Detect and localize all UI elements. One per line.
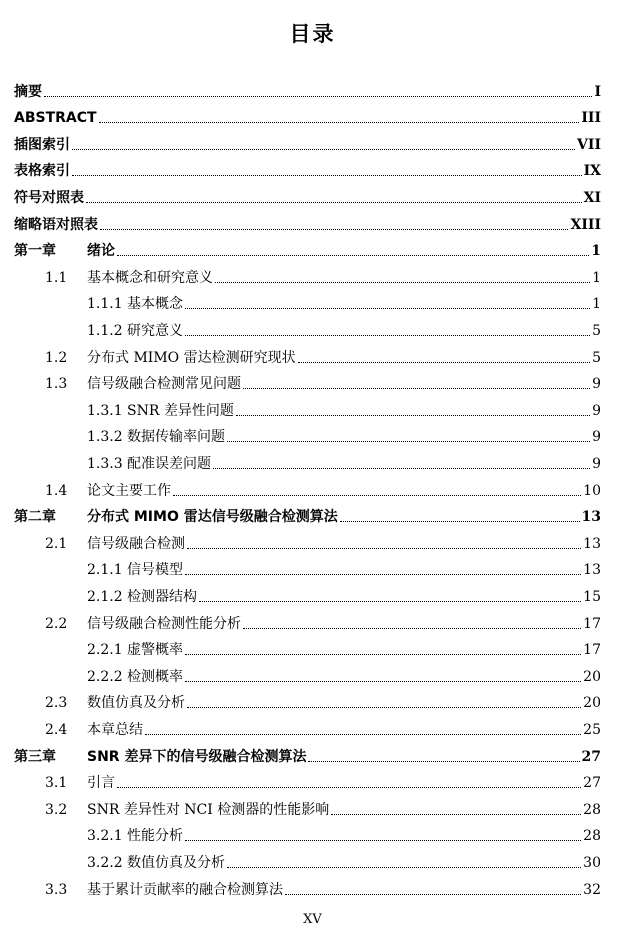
toc-entry-number: 1.3.1 [87, 402, 123, 419]
toc-entry-title: 绪论 [87, 243, 115, 260]
toc-entry-title: 虚警概率 [127, 642, 183, 659]
toc-entry-page: 27 [581, 748, 601, 765]
toc-entry[interactable] [0, 180, 625, 207]
toc-entry[interactable] [0, 633, 625, 660]
toc-entry-page: 5 [592, 322, 601, 339]
toc-entry[interactable] [0, 766, 625, 793]
toc-entry-page: 1 [591, 243, 601, 260]
toc-dot-leader [44, 96, 592, 97]
toc-dot-leader [185, 335, 590, 336]
toc-entry-number: 1.1.1 [87, 296, 123, 313]
toc-dot-leader [187, 548, 581, 549]
page-number: XV [303, 912, 322, 927]
toc-entry-page: 9 [592, 429, 601, 446]
toc-dot-leader [86, 202, 582, 203]
toc-entry-title: 配准误差问题 [127, 455, 211, 472]
toc-entry-title: SNR 差异性对 NCI 检测器的性能影响 [87, 801, 330, 818]
toc-entry-page: 17 [583, 642, 601, 659]
toc-dot-leader [215, 282, 590, 283]
toc-entry[interactable] [0, 74, 625, 101]
toc-entry-page: III [581, 110, 601, 127]
toc-dot-leader [185, 654, 581, 655]
toc-entry[interactable] [0, 446, 625, 473]
toc-entry[interactable] [0, 154, 625, 181]
toc-entry-title: 引言 [87, 775, 115, 792]
toc-entry[interactable] [0, 127, 625, 154]
toc-entry-page: 15 [583, 588, 601, 605]
toc-dot-leader [185, 308, 590, 309]
toc-entry[interactable] [0, 473, 625, 500]
toc-entry-title: 研究意义 [127, 322, 183, 339]
toc-entry-title: 缩略语对照表 [14, 216, 98, 233]
toc-entry[interactable] [0, 393, 625, 420]
toc-entry-title: 分布式 MIMO 雷达信号级融合检测算法 [87, 509, 338, 526]
toc-dot-leader [227, 867, 581, 868]
toc-dot-leader [72, 175, 582, 176]
toc-entry-title: 基本概念 [127, 296, 183, 313]
toc-entry[interactable] [0, 819, 625, 846]
toc-entry-title: 插图索引 [14, 136, 70, 153]
toc-dot-leader [331, 814, 581, 815]
toc-entry[interactable] [0, 260, 625, 287]
toc-entry-title: 基本概念和研究意义 [87, 269, 213, 286]
toc-entry[interactable] [0, 367, 625, 394]
toc-entry-number: 1.1.2 [87, 322, 123, 339]
toc-entry-page: 25 [583, 721, 601, 738]
toc-entry[interactable] [0, 526, 625, 553]
toc-entry-page: 17 [583, 615, 601, 632]
toc-dot-leader [308, 761, 579, 762]
toc-dot-leader [340, 521, 580, 522]
toc-entry-number: 3.2 [45, 801, 68, 818]
toc-entry-number: 第三章 [14, 748, 56, 765]
toc-entry-page: XIII [570, 216, 601, 233]
toc-dot-leader [117, 255, 589, 256]
toc-entry-title: 性能分析 [127, 828, 183, 845]
toc-entry-number: 1.2 [45, 349, 68, 366]
toc-entry-title: 信号模型 [127, 562, 183, 579]
toc-entry[interactable] [0, 234, 625, 261]
toc-entry-number: 2.2 [45, 615, 68, 632]
toc-entry-number: 3.1 [45, 775, 68, 792]
toc-entry[interactable] [0, 500, 625, 527]
toc-entry[interactable] [0, 553, 625, 580]
toc-entry-title: 符号对照表 [14, 189, 84, 206]
toc-entry-page: I [594, 83, 601, 100]
toc-entry-number: 2.4 [45, 721, 68, 738]
toc-entry[interactable] [0, 606, 625, 633]
toc-entry-page: 9 [592, 402, 601, 419]
toc-entry[interactable] [0, 872, 625, 899]
toc-entry-title: 检测概率 [127, 668, 183, 685]
toc-entry-number: 2.3 [45, 695, 68, 712]
toc-entry-title: 本章总结 [87, 721, 143, 738]
toc-entry-number: 3.2.2 [87, 854, 123, 871]
toc-entry-title: 信号级融合检测常见问题 [87, 376, 241, 393]
toc-entry-page: 13 [581, 509, 601, 526]
toc-dot-leader [72, 149, 575, 150]
toc-dot-leader [145, 734, 581, 735]
toc-dot-leader [99, 122, 580, 123]
toc-entry-title: 数值仿真及分析 [127, 854, 225, 871]
toc-entry-title: SNR 差异性问题 [127, 402, 234, 419]
toc-entry-title: 基于累计贡献率的融合检测算法 [87, 881, 283, 898]
toc-entry[interactable] [0, 792, 625, 819]
page-title: 目录 [289, 22, 336, 46]
toc-entry-page: XI [583, 189, 601, 206]
toc-entry-number: 2.1.2 [87, 588, 123, 605]
toc-entry-title: 摘要 [14, 83, 42, 100]
toc-dot-leader [285, 894, 581, 895]
toc-dot-leader [187, 707, 581, 708]
toc-entry-number: 1.3 [45, 376, 68, 393]
toc-entry-page: 9 [592, 455, 601, 472]
toc-entry-number: 2.2.1 [87, 642, 123, 659]
toc-entry-number: 2.1 [45, 535, 68, 552]
toc-entry-title: SNR 差异下的信号级融合检测算法 [87, 748, 307, 765]
toc-dot-leader [298, 362, 591, 363]
toc-entry-number: 第二章 [14, 509, 56, 526]
toc-dot-leader [117, 787, 581, 788]
toc-entry[interactable] [0, 712, 625, 739]
toc-dot-leader [173, 495, 581, 496]
toc-entry-page: 1 [592, 269, 601, 286]
toc-entry[interactable] [0, 340, 625, 367]
toc-dot-leader [243, 628, 581, 629]
toc-entry-number: 2.2.2 [87, 668, 123, 685]
toc-entry-page: 20 [583, 695, 601, 712]
toc-dot-leader [243, 388, 590, 389]
toc-entry-title: 数值仿真及分析 [87, 695, 185, 712]
toc-entry-title: 表格索引 [14, 163, 70, 180]
toc-entry[interactable] [0, 739, 625, 766]
toc-entry-number: 1.3.3 [87, 455, 123, 472]
toc-entry-number: 1.1 [45, 269, 68, 286]
toc-entry-number: 2.1.1 [87, 562, 123, 579]
toc-entry[interactable] [0, 845, 625, 872]
toc-dot-leader [185, 574, 581, 575]
toc-entry[interactable] [0, 420, 625, 447]
toc-entry-title: 检测器结构 [127, 588, 197, 605]
toc-entry-page: 30 [583, 854, 601, 871]
toc-entry-page: 13 [583, 535, 601, 552]
toc-entry-page: 13 [583, 562, 601, 579]
toc-entry[interactable] [0, 659, 625, 686]
toc-dot-leader [236, 415, 590, 416]
toc-entry-page: 1 [592, 296, 601, 313]
toc-entry[interactable] [0, 313, 625, 340]
toc-entry-page: 9 [592, 376, 601, 393]
toc-entry[interactable] [0, 101, 625, 128]
toc-entry-page: 32 [583, 881, 601, 898]
toc-entry[interactable] [0, 686, 625, 713]
toc-entry-title: ABSTRACT [14, 110, 97, 127]
toc-dot-leader [227, 441, 590, 442]
toc-entry-number: 3.3 [45, 881, 68, 898]
toc-entry-number: 3.2.1 [87, 828, 123, 845]
toc-entry-number: 第一章 [14, 243, 56, 260]
toc-entry-title: 数据传输率问题 [127, 429, 225, 446]
toc-entry[interactable] [0, 579, 625, 606]
toc-entry-number: 1.4 [45, 482, 68, 499]
toc-entry-page: 10 [583, 482, 601, 499]
toc-entry-page: 27 [583, 775, 601, 792]
toc-entry[interactable] [0, 207, 625, 234]
toc-entry-title: 信号级融合检测性能分析 [87, 615, 241, 632]
toc-entry-title: 分布式 MIMO 雷达检测研究现状 [87, 349, 296, 366]
toc-entry-page: 28 [583, 801, 601, 818]
toc-entry-page: 28 [583, 828, 601, 845]
toc-entry-page: IX [583, 163, 601, 180]
toc-dot-leader [185, 681, 581, 682]
toc-entry-page: 5 [592, 349, 601, 366]
toc-dot-leader [199, 601, 581, 602]
toc-entry-page: VII [577, 136, 601, 153]
toc-entry-title: 信号级融合检测 [87, 535, 185, 552]
toc-entry-number: 1.3.2 [87, 429, 123, 446]
toc-dot-leader [185, 840, 581, 841]
toc-entry-page: 20 [583, 668, 601, 685]
toc-dot-leader [213, 468, 590, 469]
toc-entry-title: 论文主要工作 [87, 482, 171, 499]
toc-dot-leader [100, 229, 568, 230]
toc-entry[interactable] [0, 287, 625, 314]
